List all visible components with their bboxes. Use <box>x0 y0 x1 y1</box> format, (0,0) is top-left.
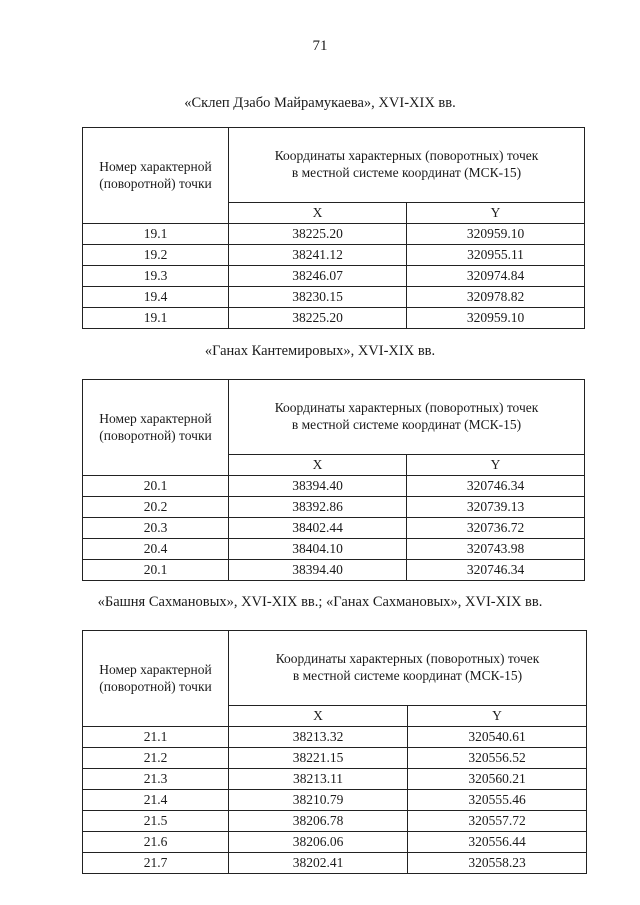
y-coordinate-cell: 320746.34 <box>407 476 585 497</box>
y-coordinate-cell: 320556.44 <box>408 832 587 853</box>
table-row <box>83 266 585 287</box>
y-coordinate-cell: 320556.52 <box>408 748 587 769</box>
point-number-cell: 19.2 <box>83 245 229 266</box>
page-number: 71 <box>312 38 328 54</box>
y-coordinate-cell: 320959.10 <box>407 308 585 329</box>
table-row <box>83 539 585 560</box>
table-row <box>83 832 587 853</box>
y-coordinate-cell: 320978.82 <box>407 287 585 308</box>
point-number-cell: 19.1 <box>83 224 229 245</box>
y-coordinate-cell: 320540.61 <box>408 727 587 748</box>
coordinates-table <box>82 379 585 581</box>
x-coordinate-cell: 38206.78 <box>229 811 408 832</box>
x-coordinate-cell: 38213.32 <box>229 727 408 748</box>
point-number-header: Номер характерной (поворотной) точки <box>83 380 229 476</box>
table-row <box>83 245 585 266</box>
y-coordinate-cell: 320555.46 <box>408 790 587 811</box>
section-title: «Ганах Кантемировых», XVI-XIX вв. <box>204 343 436 359</box>
x-coordinate-cell: 38241.12 <box>229 245 407 266</box>
point-number-cell: 21.2 <box>83 748 229 769</box>
point-number-cell: 20.4 <box>83 539 229 560</box>
point-number-header: Номер характерной (поворотной) точки <box>83 631 229 727</box>
point-number-cell: 20.1 <box>83 560 229 581</box>
y-coordinate-cell: 320955.11 <box>407 245 585 266</box>
point-number-cell: 21.6 <box>83 832 229 853</box>
table-row <box>83 497 585 518</box>
point-number-cell: 19.1 <box>83 308 229 329</box>
table-row <box>83 560 585 581</box>
coordinates-header: Координаты характерных (поворотных) точек в местной системе координат (МСК-15) <box>229 380 585 455</box>
section-title: «Башня Сахмановых», XVI-XIX вв.; «Ганах Сахмановых», XVI-XIX вв. <box>97 594 543 610</box>
x-coordinate-cell: 38246.07 <box>229 266 407 287</box>
point-number-cell: 20.3 <box>83 518 229 539</box>
point-number-cell: 21.3 <box>83 769 229 790</box>
x-coordinate-cell: 38394.40 <box>229 476 407 497</box>
table-row <box>83 853 587 874</box>
y-coordinate-cell: 320974.84 <box>407 266 585 287</box>
coordinates-header: Координаты характерных (поворотных) точек в местной системе координат (МСК-15) <box>229 128 585 203</box>
table-row <box>83 287 585 308</box>
table-row <box>83 476 585 497</box>
x-coordinate-cell: 38225.20 <box>229 224 407 245</box>
x-coordinate-cell: 38392.86 <box>229 497 407 518</box>
x-coordinate-cell: 38230.15 <box>229 287 407 308</box>
point-number-cell: 21.7 <box>83 853 229 874</box>
point-number-cell: 19.4 <box>83 287 229 308</box>
table-row <box>83 748 587 769</box>
table-body <box>83 476 585 581</box>
x-coordinate-cell: 38221.15 <box>229 748 408 769</box>
table-row <box>83 224 585 245</box>
table-row <box>83 811 587 832</box>
coordinates-table <box>82 127 585 329</box>
table-row <box>83 308 585 329</box>
point-number-cell: 21.5 <box>83 811 229 832</box>
x-coordinate-cell: 38394.40 <box>229 560 407 581</box>
point-number-cell: 20.2 <box>83 497 229 518</box>
point-number-cell: 19.3 <box>83 266 229 287</box>
y-header: Y <box>407 203 585 224</box>
y-coordinate-cell: 320557.72 <box>408 811 587 832</box>
table-row <box>83 790 587 811</box>
x-coordinate-cell: 38225.20 <box>229 308 407 329</box>
y-coordinate-cell: 320746.34 <box>407 560 585 581</box>
x-coordinate-cell: 38202.41 <box>229 853 408 874</box>
y-coordinate-cell: 320560.21 <box>408 769 587 790</box>
y-coordinate-cell: 320743.98 <box>407 539 585 560</box>
coordinates-table <box>82 630 587 874</box>
y-coordinate-cell: 320739.13 <box>407 497 585 518</box>
point-number-cell: 20.1 <box>83 476 229 497</box>
x-header: X <box>229 706 408 727</box>
y-coordinate-cell: 320736.72 <box>407 518 585 539</box>
point-number-cell: 21.4 <box>83 790 229 811</box>
x-header: X <box>229 203 407 224</box>
point-number-cell: 21.1 <box>83 727 229 748</box>
x-coordinate-cell: 38402.44 <box>229 518 407 539</box>
y-header: Y <box>408 706 587 727</box>
section-title: «Склеп Дзабо Майрамукаева», XVI-XIX вв. <box>184 95 456 111</box>
table-row <box>83 727 587 748</box>
y-coordinate-cell: 320558.23 <box>408 853 587 874</box>
table-row <box>83 518 585 539</box>
coordinates-header: Координаты характерных (поворотных) точек в местной системе координат (МСК-15) <box>229 631 587 706</box>
table-body <box>83 727 587 874</box>
table-row <box>83 769 587 790</box>
y-coordinate-cell: 320959.10 <box>407 224 585 245</box>
x-coordinate-cell: 38213.11 <box>229 769 408 790</box>
y-header: Y <box>407 455 585 476</box>
x-coordinate-cell: 38210.79 <box>229 790 408 811</box>
point-number-header: Номер характерной (поворотной) точки <box>83 128 229 224</box>
x-header: X <box>229 455 407 476</box>
x-coordinate-cell: 38404.10 <box>229 539 407 560</box>
x-coordinate-cell: 38206.06 <box>229 832 408 853</box>
table-body <box>83 224 585 329</box>
